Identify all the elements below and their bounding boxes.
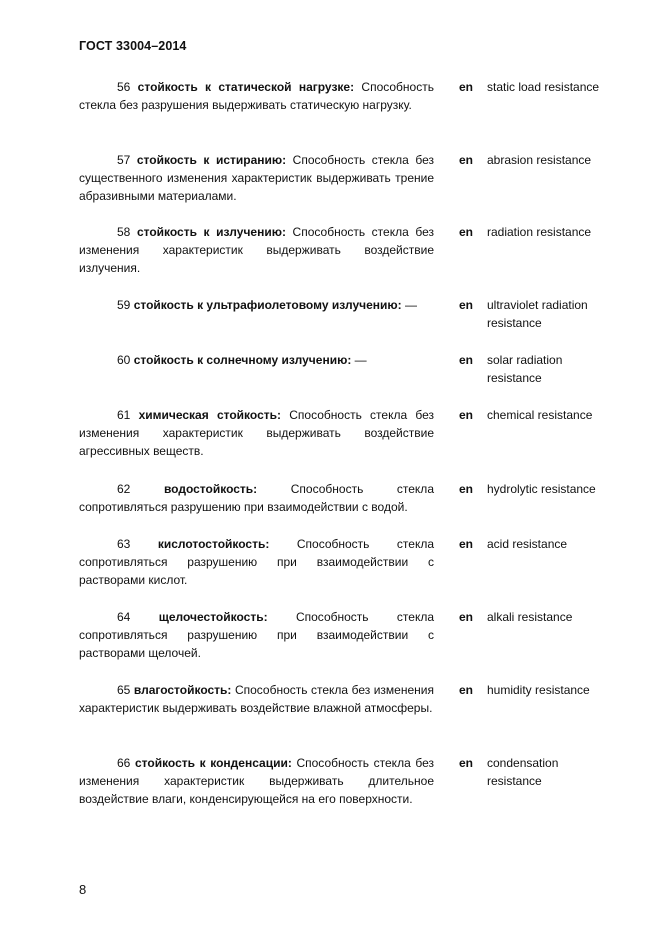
term-name: стойкость к излучению: [136, 225, 286, 239]
english-equivalent: acid resistance [487, 537, 568, 551]
term-number: 63 [117, 537, 131, 551]
term-definition [79, 480, 434, 516]
term-name: водостойкость: [163, 482, 258, 496]
term-number: 56 [117, 80, 131, 94]
english-equivalent: static load resistance [487, 80, 600, 94]
term-name: стойкость к ультрафиолетовому излучению: [133, 298, 402, 312]
term-text: Способность стекла без разрушения выдерживать статическую нагрузку. [79, 80, 434, 112]
term-name: стойкость к солнечному излучению: [133, 353, 352, 367]
lang-code: en [459, 153, 474, 167]
term-name: стойкость к статической нагрузке: [137, 80, 355, 94]
term-definition [79, 681, 434, 717]
lang-code: en [459, 756, 474, 770]
english-equivalent: abrasion resistance [487, 153, 592, 167]
term-text: Способность стекла сопротивляться разрушению при взаимодействии с растворами кислот. [79, 537, 435, 587]
term-definition [79, 754, 434, 808]
term-text: Способность стекла без изменения характеристик выдерживать воздействие агрессивных веществ. [79, 408, 435, 458]
term-name: химическая стойкость: [138, 408, 282, 422]
term-number: 66 [117, 756, 131, 770]
term-text: Способность стекла сопротивляться разрушению при взаимодействии с водой. [79, 482, 434, 514]
english-equivalent: condensation resistance [487, 756, 559, 788]
term-number: 62 [117, 482, 131, 496]
term-number: 61 [117, 408, 131, 422]
english-equivalent: alkali resistance [487, 610, 573, 624]
term-definition [79, 608, 434, 662]
term-name: влагостойкость: [133, 683, 232, 697]
lang-code: en [459, 610, 474, 624]
term-text: — [405, 298, 417, 312]
term-definition [79, 223, 434, 277]
lang-code: en [459, 537, 474, 551]
term-definition [79, 535, 434, 589]
english-equivalent: chemical resistance [487, 408, 593, 422]
term-text: Способность стекла без изменения характеристик выдерживать воздействие излучения. [79, 225, 434, 275]
page-number: 8 [79, 882, 87, 897]
term-text: — [354, 353, 367, 367]
lang-code: en [459, 298, 474, 312]
term-definition [79, 78, 434, 114]
english-equivalent: ultraviolet radiation resistance [487, 298, 588, 330]
term-name: стойкость к истиранию: [136, 153, 287, 167]
term-definition [79, 296, 434, 314]
english-equivalent: solar radiation resistance [487, 353, 563, 385]
term-number: 59 [117, 298, 131, 312]
lang-code: en [459, 683, 474, 697]
term-name: кислотостойкость: [157, 537, 270, 551]
term-number: 57 [117, 153, 131, 167]
document-header: ГОСТ 33004–2014 [79, 39, 187, 53]
term-definition [79, 151, 434, 205]
term-number: 58 [117, 225, 131, 239]
english-equivalent: hydrolytic resistance [487, 482, 596, 496]
lang-code: en [459, 482, 474, 496]
term-name: стойкость к конденсации: [134, 756, 292, 770]
lang-code: en [459, 80, 474, 94]
english-equivalent: humidity resistance [487, 683, 590, 697]
lang-code: en [459, 408, 474, 422]
term-definition [79, 351, 434, 369]
english-equivalent: radiation resistance [487, 225, 592, 239]
term-text: Способность стекла сопротивляться разрушению при взаимодействии с растворами щелочей. [79, 610, 435, 660]
lang-code: en [459, 353, 474, 367]
term-text: Способность стекла без существенного изменения характеристик выдерживать трение абразивными материалами. [79, 153, 434, 203]
lang-code: en [459, 225, 474, 239]
term-number: 64 [117, 610, 131, 624]
term-number: 65 [117, 683, 131, 697]
term-number: 60 [117, 353, 131, 367]
term-text: Способность стекла без изменения характеристик выдерживать длительное воздействие влаги, конденсирующейся на его поверхности. [79, 756, 435, 806]
term-text: Способность стекла без изменения характеристик выдерживать воздействие влажной атмосферы. [79, 683, 434, 715]
term-definition [79, 406, 434, 460]
term-name: щелочестойкость: [158, 610, 268, 624]
